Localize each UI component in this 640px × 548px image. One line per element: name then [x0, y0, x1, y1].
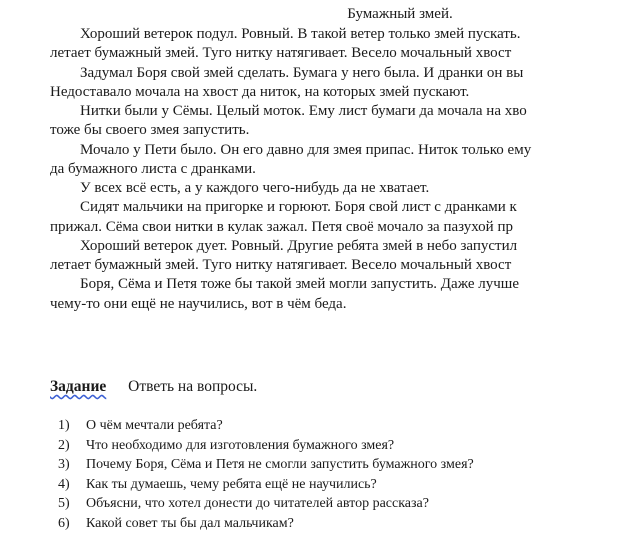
questions-list — [58, 416, 474, 533]
question-number: 1) — [58, 418, 70, 433]
task-instruction: Ответь на вопросы. — [128, 378, 258, 395]
story-line: Боря, Сёма и Петя тоже бы такой змей могли запустить. Даже лучше — [80, 276, 519, 293]
story-line: Недоставало мочала на хвост да ниток, на которых змей пускают. — [50, 83, 470, 100]
task-heading — [50, 377, 257, 397]
story-line: летает бумажный змей. Туго нитку натягивает. Весело мочальный хвост — [50, 45, 512, 62]
story-title: Бумажный змей. — [347, 6, 453, 22]
story-line: Хороший ветерок подул. Ровный. В такой ветер только змей пускать. — [80, 26, 521, 42]
story-line: Мочало у Пети было. Он его давно для змея припас. Ниток только ему — [80, 141, 532, 158]
question-item — [58, 514, 474, 534]
story-line: тоже бы своего змея запустить. — [50, 122, 250, 139]
question-text: Как ты думаешь, чему ребята ещё не научились? — [86, 476, 377, 492]
task-label: Задание — [50, 378, 107, 395]
story-line: Хороший ветерок дует. Ровный. Другие ребята змей в небо запустил — [80, 237, 518, 254]
story-line: Сидят мальчики на пригорке и горюют. Боря свой лист с дранками к — [80, 199, 517, 216]
question-number: 6) — [58, 515, 70, 531]
question-text: Что необходимо для изготовления бумажного змея? — [86, 437, 395, 453]
question-item — [58, 436, 474, 456]
story-line: Нитки были у Сёмы. Целый моток. Ему лист бумаги да мочала на хво — [80, 103, 527, 119]
story-line: чему-то они ещё не научились, вот в чём беда. — [50, 295, 347, 312]
question-text: О чём мечтали ребята? — [86, 418, 223, 433]
story-line: да бумажного листа с дранками. — [50, 160, 256, 177]
question-number: 4) — [58, 476, 70, 492]
question-item — [58, 494, 474, 514]
story-line: летает бумажный змей. Туго нитку натягивает. Весело мочальный хвост — [50, 257, 512, 273]
story-line: прижал. Сёма свои нитки в кулак зажал. Петя своё мочало за пазухой пр — [50, 218, 513, 235]
story-line: Задумал Боря свой змей сделать. Бумага у него была. И дранки он вы — [80, 64, 524, 81]
question-text: Какой совет ты бы дал мальчикам? — [86, 515, 294, 531]
question-number: 3) — [58, 457, 70, 472]
story-text — [50, 25, 640, 314]
question-item — [58, 455, 474, 475]
story-line: У всех всё есть, а у каждого чего-нибудь да не хватает. — [80, 180, 430, 196]
question-text: Почему Боря, Сёма и Петя не смогли запустить бумажного змея? — [86, 457, 474, 472]
question-text: Объясни, что хотел донести до читателей автор рассказа? — [86, 496, 429, 511]
question-number: 5) — [58, 496, 70, 511]
question-item — [58, 416, 474, 436]
question-number: 2) — [58, 437, 70, 453]
question-item — [58, 475, 474, 495]
